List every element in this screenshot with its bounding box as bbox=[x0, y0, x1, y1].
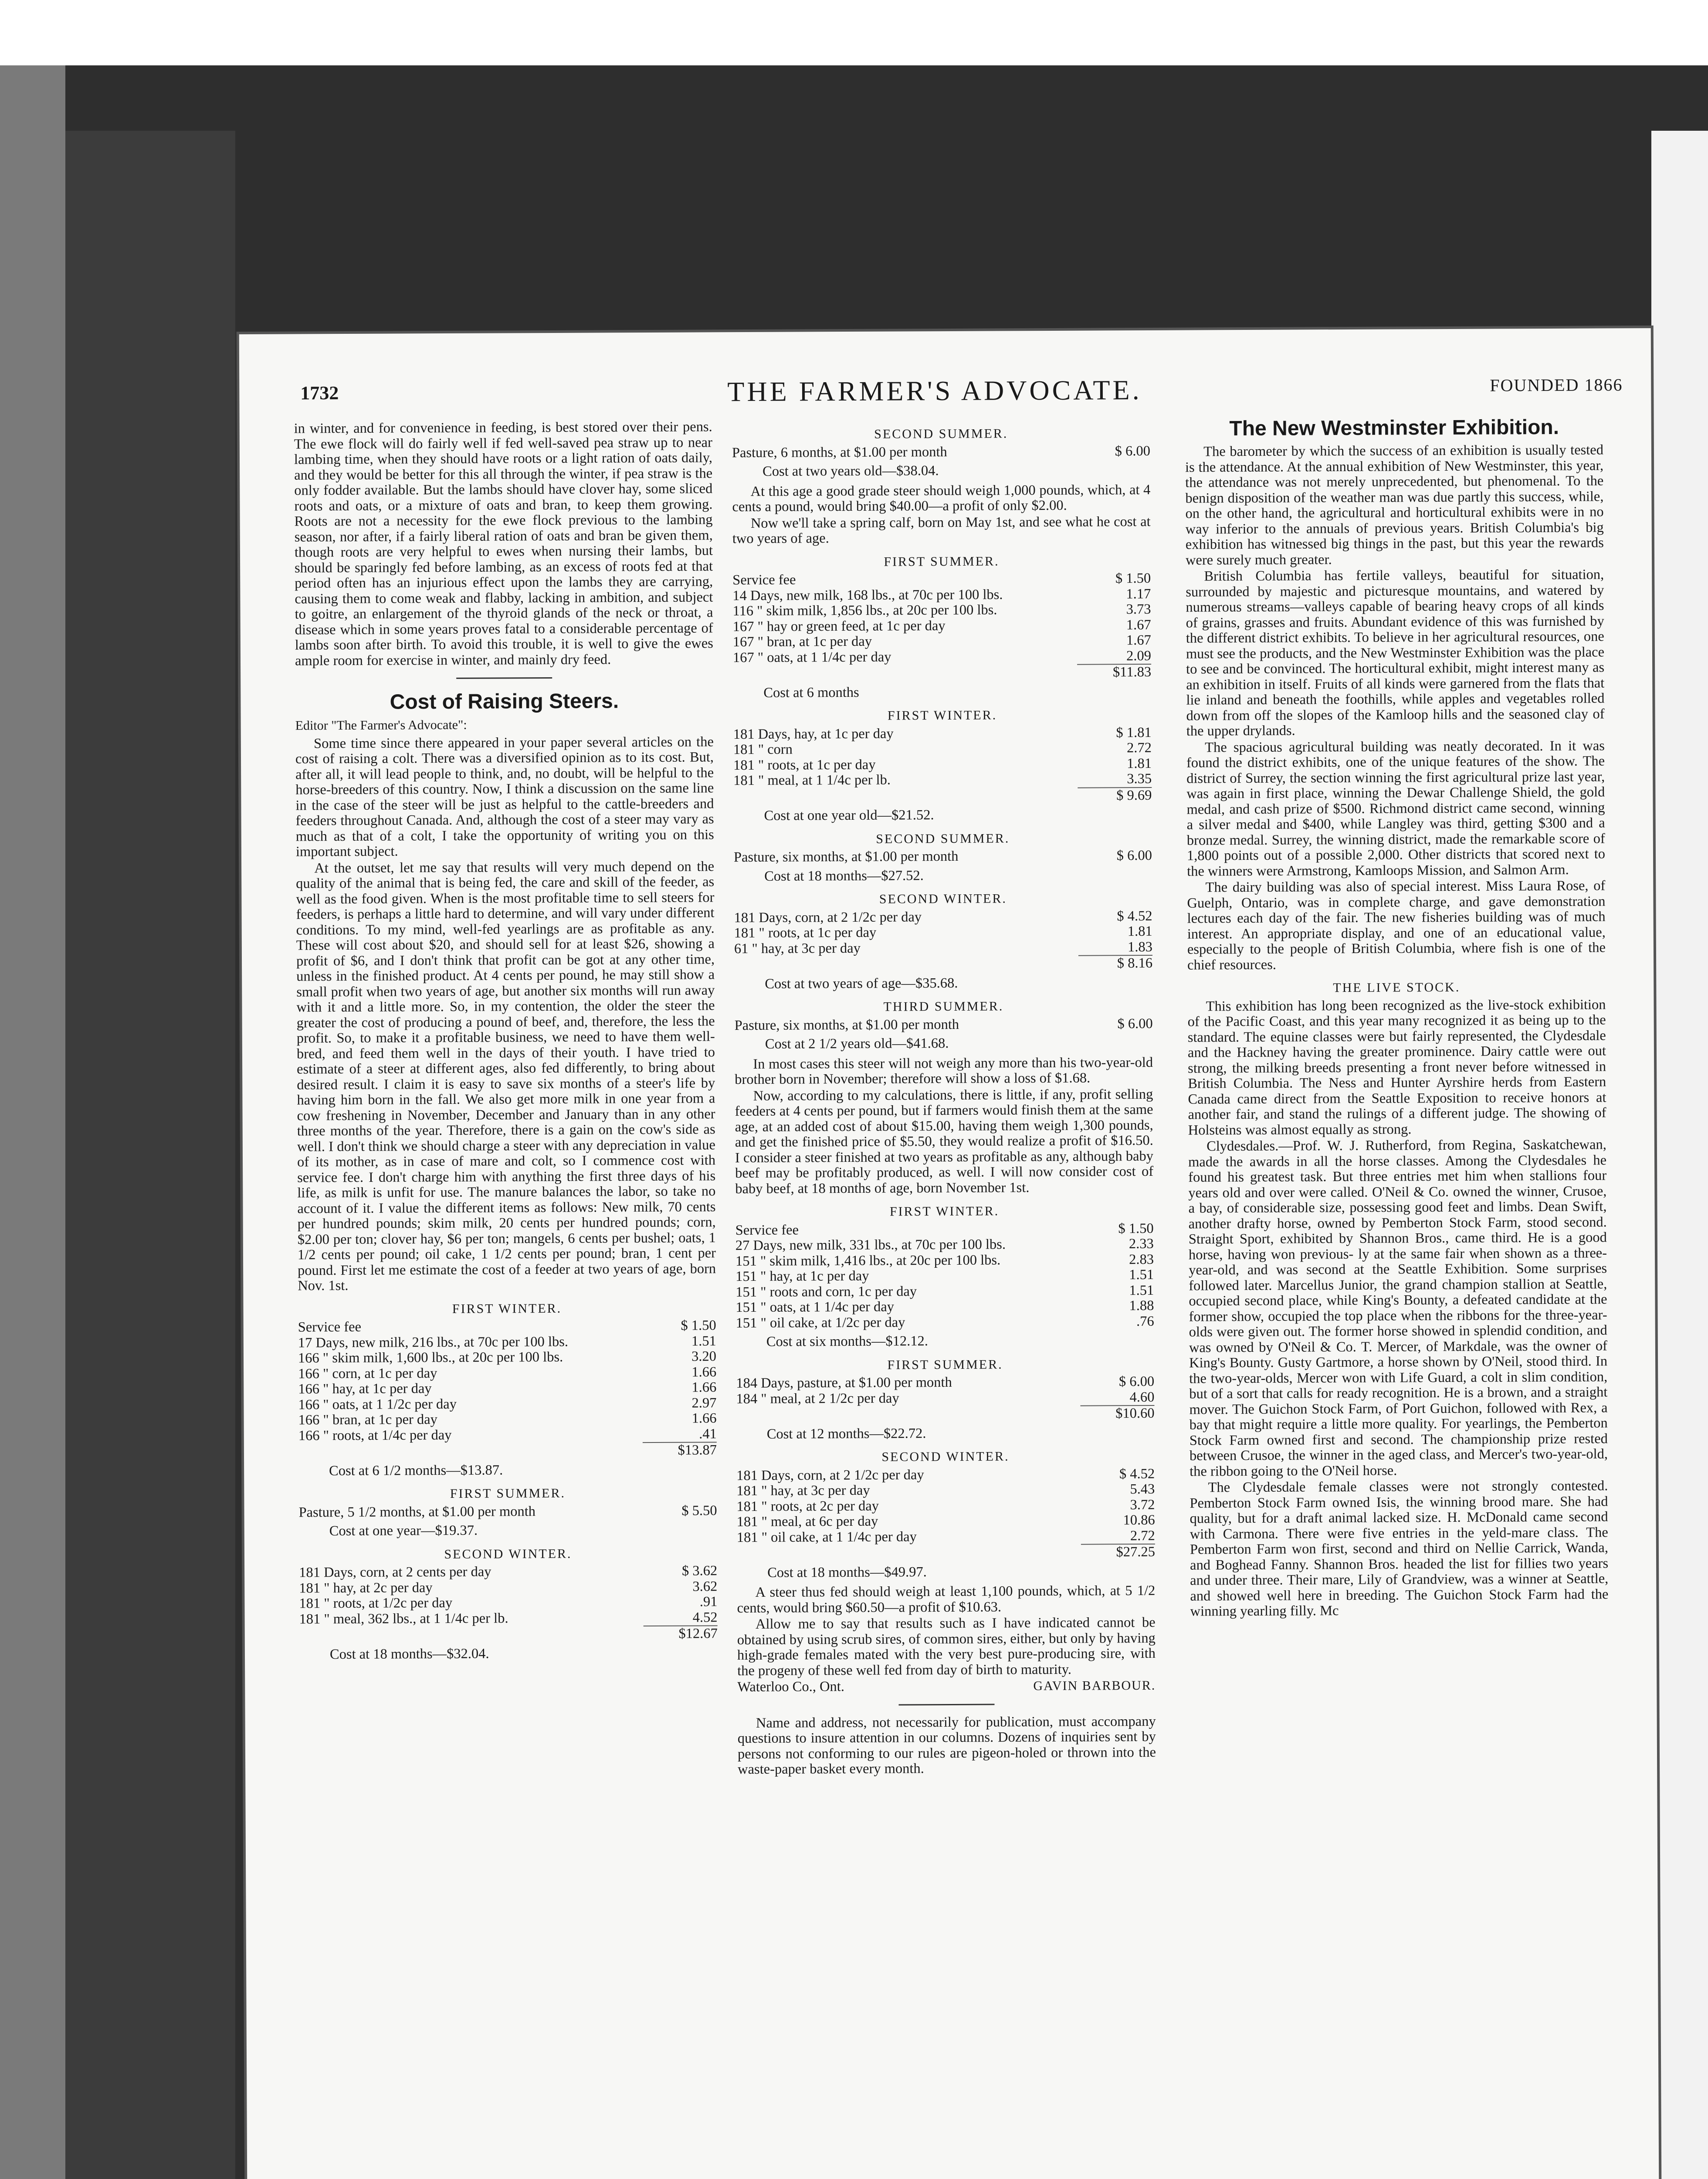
table-row bbox=[732, 602, 1151, 619]
cost-summary: Cost at 18 months—$27.52. bbox=[764, 867, 924, 884]
table-heading: FIRST SUMMER. bbox=[450, 1486, 566, 1501]
table-row bbox=[736, 1374, 1154, 1392]
table-row bbox=[735, 1252, 1154, 1269]
cost-summary: Cost at 2 1/2 years old—$41.68. bbox=[765, 1035, 949, 1052]
table-row bbox=[298, 1380, 716, 1397]
table-heading: THIRD SUMMER. bbox=[883, 999, 1004, 1014]
row-item: 184 Days, pasture, at $1.00 per month bbox=[736, 1374, 952, 1392]
row-item: 167 " oats, at 1 1/4c per day bbox=[732, 649, 891, 665]
row-item: 181 " roots, at 1c per day bbox=[734, 924, 877, 941]
paragraph: The Clydesdale female classes were not strongly contested. Pemberton Stock Farm owned Isis, the winning brood mare. She had quality, but for a draft animal lacked size. H. McDonald came second with Carmona. There were five entries in the yeld-mare class. The Pemberton Farm won first, second and third on Nellie Carrick, Wanda, and Boghead Fanny. Shannon Bros. headed the list for fillies two years and under three. Their mare, Lily of Grandview, was a winner at Seattle, and showed well here in breeding. The Guichon Stock Farm had the winning yearling filly. Mc bbox=[1190, 1478, 1609, 1619]
row-item: 181 " roots, at 1/2c per day bbox=[299, 1595, 453, 1612]
table-row bbox=[298, 1364, 716, 1382]
row-amount: 1.51 bbox=[1129, 1266, 1154, 1283]
row-item: Pasture, six months, at $1.00 per month bbox=[733, 848, 959, 865]
table-row bbox=[735, 1283, 1154, 1300]
row-item: Pasture, 6 months, at $1.00 per month bbox=[732, 444, 947, 461]
row-amount: .91 bbox=[699, 1594, 718, 1610]
table-row bbox=[298, 1334, 716, 1351]
row-amount: 5.43 bbox=[1130, 1481, 1155, 1497]
row-amount: 1.51 bbox=[1129, 1282, 1154, 1298]
row-amount: $ 1.50 bbox=[681, 1317, 716, 1334]
row-amount: 2.83 bbox=[1129, 1251, 1154, 1267]
table-row bbox=[732, 586, 1151, 604]
row-amount: 3.35 bbox=[1127, 770, 1152, 787]
paragraph: British Columbia has fertile valleys, beautiful for situation, surrounded by majestic and picturesque mountains, and watered by numerous streams—valleys capable of bearing heavy crops of all kinds of grains, grasses and fruits. Abundant evidence of this was furnished by the different district exhibits. To believe in her agricultural resources, one must see the products, and the New Westminster Exhibition was the place to see and be convinced. The horticultural exhibit, might interest many as an exhibition in itself. Fruits of all kinds were garnered from the flats that lie inland and beneath the foothills, while apples and vegetables rolled down from off the slopes of the Kamloop hills and the seasoned clay of the upper drylands. bbox=[1186, 567, 1605, 739]
row-item: 166 " skim milk, 1,600 lbs., at 20c per 100 lbs. bbox=[298, 1349, 563, 1366]
row-item: 151 " oil cake, at 1/2c per day bbox=[735, 1314, 905, 1331]
table-heading: SECOND WINTER. bbox=[881, 1449, 1010, 1464]
page-header bbox=[248, 372, 1642, 413]
article-title: Cost of Raising Steers. bbox=[390, 689, 619, 714]
table-row bbox=[735, 1236, 1154, 1254]
paragraph: This exhibition has long been recognized as the live-stock exhibition of the Pacific Coast, and this year many recognized it as being up to the standard. The equine classes were but fairly represented, the Clydesdale and the Hackney having the greater prominence. Dairy cattle were out strong, the milking breeds presenting a front never before witnessed in British Columbia. The Ness and Hunter Ayrshire herds from Eastern Canada came direct from the Seattle Exposition to receive honors at another fair, and stand the rulings of a different judge. The showing of Holsteins was almost equally as strong. bbox=[1187, 996, 1606, 1138]
row-amount: 1.51 bbox=[691, 1333, 716, 1349]
row-amount: 10.86 bbox=[1123, 1512, 1155, 1528]
founded-label: FOUNDED 1866 bbox=[1490, 375, 1623, 395]
column-2 bbox=[732, 417, 1156, 1778]
cost-summary: Cost at 18 months—$32.04. bbox=[329, 1646, 489, 1662]
row-item: 166 " hay, at 1c per day bbox=[298, 1381, 432, 1397]
table-heading: SECOND WINTER. bbox=[879, 891, 1007, 906]
paragraph: Now we'll take a spring calf, born on May 1st, and see what he cost at two years of age. bbox=[732, 513, 1151, 547]
cost-summary: Cost at two years old—$38.04. bbox=[762, 463, 939, 479]
table-row bbox=[733, 648, 1151, 665]
row-item: 166 " oats, at 1 1/2c per day bbox=[298, 1396, 457, 1413]
row-amount: 1.67 bbox=[1126, 617, 1151, 633]
row-item: 151 " roots and corn, 1c per day bbox=[735, 1283, 917, 1300]
signature-row bbox=[737, 1678, 1156, 1695]
paragraph: in winter, and for convenience in feeding, is best stored over their pens. The ewe flock will do fairly well if fed well-saved pea straw up to near lambing time, when they should have roots or a light ration of oats daily, and they would be better for this all through the winter, if pea straw is the only fodder available. But the lambs should have clover hay, some sliced roots and oats, or a mixture of oats and bran, to keep them growing. Roots are not a necessity for the ewe flock previous to the lambing season, nor after, if a fairly liberal ration of oats and bran be given them, though roots are very helpful to ewes when nursing their lambs, but should be sparingly fed before lambing, as an excess of roots fed at that period often has an injurious effect upon the lambs they are carrying, causing them to come weak and flabby, lacking in ambition, and subject to goitre, an enlargement of the thyroid glands of the neck or throat, a disease which in some years proves fatal to a considerable percentage of lambs soon after birth. To avoid this trouble, it is well to give the ewes ample room for exercise in winter, and mainly dry feed. bbox=[294, 419, 713, 669]
table-heading: SECOND SUMMER. bbox=[876, 831, 1010, 846]
cost-summary: Cost at one year old—$21.52. bbox=[764, 807, 934, 824]
row-item: 181 " meal, at 6c per day bbox=[736, 1513, 878, 1530]
table-row bbox=[736, 1497, 1155, 1514]
row-amount: 3.62 bbox=[692, 1578, 718, 1595]
row-amount: 1.88 bbox=[1129, 1297, 1154, 1314]
row-amount: $ 3.62 bbox=[681, 1563, 718, 1579]
table-row bbox=[734, 908, 1152, 926]
row-item: 181 Days, hay, at 1c per day bbox=[733, 726, 894, 742]
paragraph: Now, according to my calculations, there is little, if any, profit selling feeders at 4 cents per pound, but if farmers would finish them at the same age, at an added cost of about $15.00, having them weigh 1,300 pounds, and get the finished price of $5.50, they would realize a profit of $16.50. I consider a steer finished at two years as profitable as any, although baby beef may be profitably produced, as well. I will now consider cost of baby beef, at 18 months of age, born November 1st. bbox=[735, 1086, 1154, 1197]
cost-summary: Cost at one year—$19.37. bbox=[329, 1522, 478, 1539]
table-total: $ 9.69 bbox=[1078, 787, 1152, 803]
table-row bbox=[298, 1349, 716, 1366]
column-1 bbox=[294, 419, 718, 1666]
table-row bbox=[734, 939, 1152, 957]
cost-summary: Cost at two years of age—$35.68. bbox=[765, 975, 958, 992]
table-row bbox=[733, 740, 1152, 758]
editorial-note: Name and address, not necessarily for publication, must accompany questions to insure attention in our columns. Dozens of inquiries sent by persons not conforming to our rules are pigeon-holed or thrown into the waste-paper basket every month. bbox=[737, 1713, 1156, 1778]
row-amount: 1.66 bbox=[691, 1410, 717, 1426]
row-amount: 1.66 bbox=[691, 1364, 717, 1380]
cost-summary: Cost at 6 1/2 months—$13.87. bbox=[329, 1462, 503, 1479]
row-amount: .41 bbox=[699, 1426, 717, 1442]
table-row bbox=[734, 848, 1152, 865]
table-row bbox=[732, 443, 1150, 461]
background-shadow bbox=[65, 131, 235, 2179]
row-amount: $ 1.50 bbox=[1115, 570, 1151, 587]
row-item: 181 " roots, at 2c per day bbox=[736, 1498, 879, 1514]
paragraph: In most cases this steer will not weigh any more than his two-year-old brother born in November; therefore will show a loss of $1.68. bbox=[735, 1054, 1153, 1088]
table-row bbox=[735, 1221, 1154, 1238]
row-item: Pasture, 5 1/2 months, at $1.00 per month bbox=[298, 1503, 536, 1521]
row-item: 181 " meal, at 1 1/4c per lb. bbox=[733, 772, 891, 789]
paragraph: Clydesdales.—Prof. W. J. Rutherford, from Regina, Saskatchewan, made the awards in all the horse classes. Among the Clydesdales he found his greatest task. But three entries met him when stallions four years old and over were called. O'Neil & Co. owned the winner, Crusoe, a bay, of considerable size, possessing good feet and limbs. Dean Swift, another drafty horse, owned by Pemberton Stock Farm, stood second. Straight Sport, exhibited by Shannon Bros., came third. He is a good horse, having won previous- ly at the same fair when shown as a three-year-old, and was second at the Seattle Exhibition. Some surprises followed later. Marcellus Junior, the grand champion stallion at Seattle, occupied second place, while King's Bounty, a defeated candidate at the former show, occupied the top place when the ribbons for the three-year-olds were given out. The former horse showed in splendid condition, and was owned by O'Neil & Co. T. Mercer, of Markdale, was the owner of King's Bounty. Gusty Gartmore, a horse shown by O'Neil, stood third. In the two-year-olds, Mercer won with Life Guard, a colt in slim condition, but of a sort that calls for ready recognition. He is a brown, and a straight mover. The Guichon Stock Farm, of Port Guichon, followed with Rex, a bay that might require a little more quality. For yearlings, the Pemberton Stock Farm owned first and second. The championship prize rested between Crusoe, the winner in the aged class, and Mercer's two-year-old, the ribbon going to the O'Neil horse. bbox=[1188, 1137, 1608, 1480]
table-heading: FIRST WINTER. bbox=[452, 1301, 562, 1316]
row-item: 181 Days, corn, at 2 cents per day bbox=[299, 1564, 491, 1581]
column-3 bbox=[1185, 415, 1609, 1620]
paragraph: The spacious agricultural building was neatly decorated. In it was found the district exhibits, one of the unique features of the show. The district of Surrey, the section winning the first agricultural prize last year, was again in first place, winning the Dewar Challenge Shield, the gold medal, and cash prize of $500. Richmond district came second, winning a silver medal and $400, while Langley was third, getting $300 and a bronze medal. Surrey, the winning district, made the remarkable score of 1,800 points out of a possible 2,000. Other districts that scored next to the winners were Armstrong, Kamloops Mission, and Salmon Arm. bbox=[1186, 737, 1606, 879]
row-item: 166 " roots, at 1/4c per day bbox=[298, 1427, 452, 1444]
row-item: 17 Days, new milk, 216 lbs., at 70c per 100 lbs. bbox=[298, 1334, 569, 1351]
row-amount: $ 4.52 bbox=[1117, 908, 1152, 924]
table-row bbox=[737, 1513, 1155, 1530]
table-row bbox=[735, 1298, 1154, 1316]
row-item: Service fee bbox=[735, 1222, 799, 1238]
table-total: $10.60 bbox=[1080, 1405, 1154, 1422]
row-item: 166 " bran, at 1c per day bbox=[298, 1412, 437, 1428]
section-divider bbox=[456, 677, 552, 679]
table-heading: FIRST SUMMER. bbox=[887, 1357, 1003, 1372]
row-amount: 1.83 bbox=[1127, 939, 1152, 955]
row-item: 151 " skim milk, 1,416 lbs., at 20c per 100 lbs. bbox=[735, 1252, 1001, 1269]
cost-summary: Cost at 18 months—$49.97. bbox=[767, 1564, 927, 1581]
background-right bbox=[1651, 131, 1708, 2179]
row-item: 181 " meal, 362 lbs., at 1 1/4c per lb. bbox=[299, 1610, 508, 1627]
row-amount: .76 bbox=[1136, 1313, 1154, 1329]
table-row bbox=[733, 725, 1152, 742]
table-row bbox=[736, 1314, 1154, 1331]
table-row bbox=[733, 633, 1151, 650]
row-item: 167 " hay or green feed, at 1c per day bbox=[732, 618, 946, 635]
table-heading: FIRST SUMMER. bbox=[884, 553, 1000, 569]
row-item: Service fee bbox=[732, 572, 796, 588]
table-row bbox=[299, 1563, 717, 1581]
row-amount: $ 5.50 bbox=[681, 1502, 717, 1519]
signature: GAVIN BARBOUR. bbox=[1033, 1678, 1156, 1694]
table-row bbox=[298, 1395, 716, 1413]
table-total: $13.87 bbox=[643, 1442, 717, 1458]
row-item: 181 " hay, at 2c per day bbox=[299, 1579, 433, 1596]
table-row bbox=[732, 571, 1151, 588]
paragraph: A steer thus fed should weigh at least 1,100 pounds, which, at 5 1/2 cents, would bring $60.50—a profit of $10.63. bbox=[737, 1582, 1156, 1616]
table-heading: FIRST WINTER. bbox=[889, 1204, 1000, 1219]
cost-summary: Cost at 6 months bbox=[763, 684, 859, 701]
table-heading: SECOND SUMMER. bbox=[874, 426, 1008, 441]
row-item: 166 " corn, at 1c per day bbox=[298, 1365, 437, 1382]
row-amount: 2.72 bbox=[1126, 740, 1152, 756]
table-row bbox=[733, 771, 1152, 789]
paragraph: The barometer by which the success of an exhibition is usually tested is the attendance. At the annual exhibition of New Westminster, this year, the attendance was not merely unprecedented, but phenomenal. To the benign disposition of the weather man was due partly this success, while, on the other hand, the agricultural and horticultural exhibits were in no way inferior to the annuals of previous years. British Columbia's big exhibition has witnessed big things in the past, but this year the rewards were surely much greater. bbox=[1185, 442, 1604, 568]
paragraph: At the outset, let me say that results will very much depend on the quality of the animal that is being fed, the care and skill of the feeder, as well as the food given. When is the most profitable time to sell steers for feeders, is perhaps a little hard to determine, and will vary under different conditions. To my mind, well-fed yearlings are as profitable as any. These will cost about $20, and should sell for at least $26, showing a profit of $6, and I don't think that profit can be got at any other time, unless in the finished product. At 4 cents per pound, he may still show a small profit when two years of age, but another six months will run away with it and a little more. So, in my contention, the older the steer the greater the cost of producing a pound of beef, and, therefore, the less the profit. So, to make it a profitable business, we need to have them well-bred, and feed them well in the days of their youth. I have tried to estimate of a steer at different ages, also fed differently, to bring about desired result. I claim it is easy to save six months of a steer's life by having him born in the fall. We also get more milk in one year from a cow freshening in November, December and January than in any other three months of the year. Therefore, there is a gain on the cow's side as well. I don't think we should charge a steer with any depreciation in value of its mother, as in case of mare and colt, so I commence cost with service fee. I don't charge him with anything the first three days of his life, as milk is unfit for use. The manure balances the labor, so take no account of it. I value the different items as follows: New milk, 70 cents per hundred pounds; skim milk, 20 cents per hundred pounds; corn, $2.00 per ton; clover hay, $6 per ton; mangels, 6 cents per bushel; oats, 1 1/2 cents per pound; oil cake, 1 1/2 cents per pound; bran, 1 cent per pound. First let me estimate the cost of a feeder at two years of age, born Nov. 1st. bbox=[296, 858, 716, 1294]
row-item: 116 " skim milk, 1,856 lbs., at 20c per 100 lbs. bbox=[732, 602, 997, 619]
row-amount: $ 1.50 bbox=[1118, 1220, 1154, 1236]
row-item: 27 Days, new milk, 331 lbs., at 70c per 100 lbs. bbox=[735, 1236, 1006, 1254]
row-item: 151 " oats, at 1 1/4c per day bbox=[735, 1299, 895, 1316]
row-amount: 3.73 bbox=[1126, 601, 1151, 618]
background-top bbox=[0, 0, 1708, 65]
table-row bbox=[298, 1318, 716, 1335]
row-amount: 3.72 bbox=[1130, 1497, 1155, 1513]
newspaper-page bbox=[239, 328, 1661, 2179]
table-row bbox=[735, 1267, 1154, 1285]
table-row bbox=[299, 1594, 717, 1612]
row-item: 167 " bran, at 1c per day bbox=[732, 633, 872, 650]
table-row bbox=[734, 924, 1152, 941]
table-total: $27.25 bbox=[1081, 1544, 1155, 1560]
section-divider bbox=[898, 1704, 994, 1705]
row-amount: 1.67 bbox=[1126, 632, 1151, 648]
table-row bbox=[736, 1482, 1155, 1499]
row-amount: 2.33 bbox=[1128, 1235, 1154, 1252]
table-row bbox=[298, 1426, 717, 1444]
table-total: $ 8.16 bbox=[1078, 955, 1152, 971]
row-item: 181 " corn bbox=[733, 741, 793, 758]
table-total: $11.83 bbox=[1077, 664, 1151, 680]
table-row bbox=[299, 1610, 718, 1627]
table-total: $12.67 bbox=[644, 1625, 718, 1642]
row-amount: 3.20 bbox=[691, 1348, 717, 1364]
row-item: 181 Days, corn, at 2 1/2c per day bbox=[736, 1466, 924, 1483]
row-item: 181 " roots, at 1c per day bbox=[733, 757, 876, 773]
article-title: The New Westminster Exhibition. bbox=[1229, 415, 1559, 441]
table-heading: SECOND WINTER. bbox=[444, 1546, 572, 1561]
masthead-title: THE FARMER'S ADVOCATE. bbox=[727, 374, 1142, 407]
table-row bbox=[733, 617, 1151, 635]
cost-summary: Cost at 12 months—$22.72. bbox=[766, 1425, 926, 1442]
row-item: Service fee bbox=[298, 1319, 362, 1335]
row-amount: 2.97 bbox=[691, 1395, 717, 1411]
table-row bbox=[299, 1579, 717, 1596]
table-row bbox=[736, 1389, 1154, 1407]
cost-summary: Cost at six months—$12.12. bbox=[766, 1333, 929, 1350]
row-amount: 2.72 bbox=[1130, 1527, 1155, 1544]
table-row bbox=[298, 1503, 717, 1521]
section-subhead: THE LIVE STOCK. bbox=[1333, 980, 1461, 995]
row-amount: 1.81 bbox=[1127, 923, 1152, 940]
row-amount: 1.17 bbox=[1126, 586, 1151, 602]
row-item: 14 Days, new milk, 168 lbs., at 70c per 100 lbs. bbox=[732, 586, 1003, 604]
paragraph: Some time since there appeared in your paper several articles on the cost of raising a colt. There was a diversified opinion as to its cost. But, after all, it will lead people to think, and, no doubt, will be helpful to the horse-breeders of this country. Now, I think a discussion on the same line in the case of the steer will be just as helpful to the cattle-breeders and feeders throughout Canada. And, although the cost of a steer may vary as much as that of a colt, I take the opportunity of writing you on this important subject. bbox=[295, 733, 714, 860]
row-amount: $ 1.81 bbox=[1116, 724, 1152, 740]
row-item: 181 " oil cake, at 1 1/4c per day bbox=[736, 1528, 917, 1545]
table-row bbox=[298, 1411, 717, 1428]
row-item: Pasture, six months, at $1.00 per month bbox=[734, 1016, 959, 1033]
row-amount: 1.66 bbox=[691, 1379, 717, 1395]
row-amount: 1.81 bbox=[1127, 755, 1152, 771]
row-amount: $ 6.00 bbox=[1116, 847, 1152, 864]
paragraph: Allow me to say that results such as I have indicated cannot be obtained by using scrub sires, of common sires, either, but only by having high-grade females mated with the very best pure-producing sire, with the progeny of these well fed from day of birth to maturity. bbox=[737, 1614, 1156, 1679]
paragraph: The dairy building was also of special interest. Miss Laura Rose, of Guelph, Ontario, was in complete charge, and gave demonstration lectures each day of the fair. The new fisheries building was of much interest. An appropriate display, and one of an educational value, especially to the people of British Columbia, where fish is one of the chief resources. bbox=[1187, 878, 1606, 973]
row-item: 181 Days, corn, at 2 1/2c per day bbox=[734, 909, 922, 926]
editor-salutation: Editor "The Farmer's Advocate": bbox=[295, 717, 467, 733]
row-item: 184 " meal, at 2 1/2c per day bbox=[736, 1390, 899, 1407]
place: Waterloo Co., Ont. bbox=[737, 1679, 844, 1695]
table-row bbox=[736, 1466, 1155, 1483]
row-amount: $ 6.00 bbox=[1115, 443, 1151, 459]
row-item: 181 " hay, at 3c per day bbox=[736, 1482, 870, 1499]
table-row bbox=[737, 1528, 1155, 1545]
row-amount: $ 4.52 bbox=[1119, 1466, 1155, 1482]
paragraph: At this age a good grade steer should weigh 1,000 pounds, which, at 4 cents a pound, would bring $40.00—a profit of only $2.00. bbox=[732, 482, 1151, 515]
page-number: 1732 bbox=[300, 382, 339, 404]
row-amount: 4.52 bbox=[692, 1609, 718, 1626]
row-item: 61 " hay, at 3c per day bbox=[734, 940, 861, 957]
row-amount: 4.60 bbox=[1129, 1389, 1155, 1405]
row-item: 151 " hay, at 1c per day bbox=[735, 1268, 869, 1285]
row-amount: $ 6.00 bbox=[1118, 1373, 1155, 1390]
table-row bbox=[735, 1016, 1153, 1033]
table-heading: FIRST WINTER. bbox=[887, 708, 997, 723]
row-amount: 2.09 bbox=[1126, 648, 1152, 664]
row-amount: $ 6.00 bbox=[1117, 1015, 1153, 1032]
table-row bbox=[733, 756, 1152, 773]
